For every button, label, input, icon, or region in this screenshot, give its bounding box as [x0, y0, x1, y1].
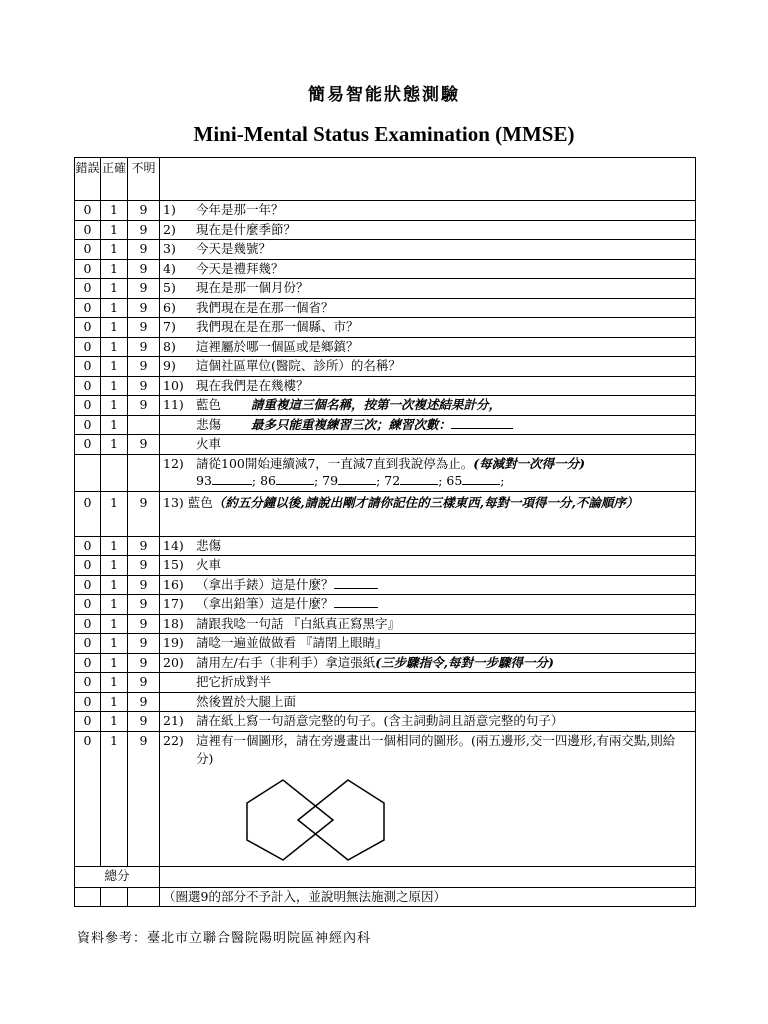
score-wrong[interactable]: 0 [75, 435, 101, 455]
score-correct[interactable]: 1 [101, 491, 128, 536]
practice-count-blank[interactable] [451, 416, 513, 429]
answer-blank[interactable] [334, 595, 378, 608]
score-correct[interactable]: 1 [101, 731, 128, 866]
score-wrong[interactable]: 0 [75, 396, 101, 416]
score-correct[interactable]: 1 [101, 298, 128, 318]
empty-cell [128, 887, 160, 907]
question-text: 然後置於大腿上面 [160, 692, 696, 712]
table-row [75, 435, 696, 455]
instruction-note: 最多只能重複練習三次；練習次數： [251, 416, 452, 432]
score-wrong[interactable]: 0 [75, 595, 101, 615]
total-label: 總分 [75, 866, 160, 887]
table-row [75, 337, 696, 357]
score-wrong[interactable]: 0 [75, 575, 101, 595]
answer-blank[interactable] [212, 472, 252, 485]
table-row [75, 396, 696, 416]
table-row [75, 318, 696, 338]
question-text: 9) 這個社區單位(醫院、診所）的名稱？ [160, 357, 696, 377]
score-empty [75, 454, 101, 491]
header-question [160, 158, 696, 201]
score-correct[interactable]: 1 [101, 337, 128, 357]
score-wrong[interactable]: 0 [75, 491, 101, 536]
answer-blank[interactable] [400, 472, 438, 485]
score-unknown[interactable]: 9 [128, 653, 160, 673]
table-row [75, 259, 696, 279]
score-unknown[interactable]: 9 [128, 731, 160, 866]
table-row [75, 240, 696, 260]
score-correct[interactable]: 1 [101, 634, 128, 654]
score-correct[interactable]: 1 [101, 220, 128, 240]
table-row [75, 415, 696, 435]
table-row [75, 595, 696, 615]
question-text: 20) 請用左/右手（非利手）拿這張紙(三步驟指令,每對一步驟得一分) [160, 653, 696, 673]
score-correct[interactable]: 1 [101, 435, 128, 455]
score-wrong[interactable]: 0 [75, 201, 101, 221]
question-text: 3) 今天是幾號？ [160, 240, 696, 260]
table-row [75, 614, 696, 634]
table-row [75, 712, 696, 732]
score-correct[interactable]: 1 [101, 614, 128, 634]
score-empty [101, 454, 128, 491]
question-text: 17) （拿出鉛筆）這是什麼？ [160, 595, 696, 615]
question-text: 悲傷 最多只能重複練習三次；練習次數： [160, 415, 696, 435]
question-text: 8) 這裡屬於哪一個區或是鄉鎮？ [160, 337, 696, 357]
empty-cell [101, 887, 128, 907]
score-wrong[interactable]: 0 [75, 220, 101, 240]
answer-blank[interactable] [334, 576, 378, 589]
note-row [75, 887, 696, 907]
table-row [75, 201, 696, 221]
score-unknown[interactable]: 9 [128, 595, 160, 615]
intersecting-pentagons-figure [243, 778, 393, 864]
question-text: 11) 藍色 請重複這三個名稱，按第一次複述結果計分， [160, 396, 696, 416]
serial-seven-sequence: 93 ; 86 ; 79 ; 72 ; 65 ; [196, 472, 505, 488]
note-nine: （圈選9的部分不予計入，並說明無法施測之原因） [160, 887, 696, 907]
score-wrong[interactable]: 0 [75, 240, 101, 260]
question-text: 22) 這裡有一個圖形，請在旁邊畫出一個相同的圖形。(兩五邊形,交一四邊形,有兩交點,則給分) [160, 731, 696, 866]
score-wrong[interactable]: 0 [75, 536, 101, 556]
table-row [75, 357, 696, 377]
score-unknown[interactable]: 9 [128, 396, 160, 416]
table-row [75, 692, 696, 712]
score-unknown[interactable]: 9 [128, 692, 160, 712]
score-correct[interactable]: 1 [101, 415, 128, 435]
answer-blank[interactable] [338, 472, 376, 485]
question-text: 19) 請唸一遍並做做看 『請閉上眼睛』 [160, 634, 696, 654]
table-row [75, 279, 696, 299]
question-text: 2) 現在是什麼季節？ [160, 220, 696, 240]
instruction-note: (三步驟指令,每對一步驟得一分) [375, 654, 554, 670]
score-correct[interactable]: 1 [101, 357, 128, 377]
header-unknown: 不明 [128, 158, 160, 201]
score-correct[interactable]: 1 [101, 240, 128, 260]
reference-footer: 資料參考：臺北市立聯合醫院陽明院區神經內科 [77, 931, 372, 946]
score-wrong[interactable]: 0 [75, 634, 101, 654]
table-row [75, 653, 696, 673]
score-correct[interactable]: 1 [101, 318, 128, 338]
score-wrong[interactable]: 0 [75, 614, 101, 634]
score-correct[interactable]: 1 [101, 201, 128, 221]
score-wrong[interactable]: 0 [75, 259, 101, 279]
question-text: 14) 悲傷 [160, 536, 696, 556]
question-text: 15) 火車 [160, 556, 696, 576]
header-wrong: 錯誤 [75, 158, 101, 201]
score-correct[interactable]: 1 [101, 536, 128, 556]
score-unknown[interactable]: 9 [128, 634, 160, 654]
table-row [75, 454, 696, 491]
score-empty [128, 454, 160, 491]
table-row [75, 673, 696, 693]
score-unknown[interactable]: 9 [128, 435, 160, 455]
score-correct[interactable]: 1 [101, 653, 128, 673]
score-unknown[interactable]: 9 [128, 491, 160, 536]
question-text: 21) 請在紙上寫一句語意完整的句子。(含主詞動詞且語意完整的句子） [160, 712, 696, 732]
score-wrong[interactable]: 0 [75, 357, 101, 377]
score-empty [128, 415, 160, 435]
title-chinese: 簡易智能狀態測驗 [308, 85, 460, 105]
header-row [75, 158, 696, 201]
score-unknown[interactable]: 9 [128, 673, 160, 693]
empty-cell [75, 887, 101, 907]
question-text: 18) 請跟我唸一句話 『白紙真正寫黑字』 [160, 614, 696, 634]
score-unknown[interactable]: 9 [128, 240, 160, 260]
score-correct[interactable]: 1 [101, 556, 128, 576]
header-correct: 正確 [101, 158, 128, 201]
score-unknown[interactable]: 9 [128, 357, 160, 377]
score-unknown[interactable]: 9 [128, 201, 160, 221]
total-value[interactable] [160, 866, 696, 887]
table-row [75, 575, 696, 595]
score-unknown[interactable]: 9 [128, 337, 160, 357]
table-row [75, 298, 696, 318]
score-wrong[interactable]: 0 [75, 712, 101, 732]
table-row [75, 731, 696, 866]
score-correct[interactable]: 1 [101, 376, 128, 396]
answer-blank[interactable] [276, 472, 314, 485]
table-row [75, 220, 696, 240]
score-wrong[interactable]: 0 [75, 415, 101, 435]
table-row [75, 491, 696, 536]
score-unknown[interactable]: 9 [128, 298, 160, 318]
question-text: 火車 [160, 435, 696, 455]
table-row [75, 556, 696, 576]
score-wrong[interactable]: 0 [75, 673, 101, 693]
mmse-table [74, 157, 696, 907]
question-text: 把它折成對半 [160, 673, 696, 693]
question-text: 10) 現在我們是在幾樓？ [160, 376, 696, 396]
score-correct[interactable]: 1 [101, 259, 128, 279]
score-unknown[interactable]: 9 [128, 536, 160, 556]
answer-blank[interactable] [462, 472, 500, 485]
score-correct[interactable]: 1 [101, 396, 128, 416]
table-row [75, 376, 696, 396]
score-wrong[interactable]: 0 [75, 337, 101, 357]
score-correct[interactable]: 1 [101, 692, 128, 712]
score-wrong[interactable]: 0 [75, 376, 101, 396]
score-wrong[interactable]: 0 [75, 692, 101, 712]
score-wrong[interactable]: 0 [75, 298, 101, 318]
score-unknown[interactable]: 9 [128, 556, 160, 576]
table-row [75, 634, 696, 654]
score-wrong[interactable]: 0 [75, 653, 101, 673]
score-wrong[interactable]: 0 [75, 279, 101, 299]
question-text: 1) 今年是那一年？ [160, 201, 696, 221]
score-unknown[interactable]: 9 [128, 376, 160, 396]
total-row [75, 866, 696, 887]
score-unknown[interactable]: 9 [128, 712, 160, 732]
score-correct[interactable]: 1 [101, 575, 128, 595]
score-wrong[interactable]: 0 [75, 318, 101, 338]
question-text: 13) 藍色（約五分鐘以後,請說出剛才請你記住的三樣東西,每對一項得一分,不論順序） [160, 491, 696, 536]
question-text: 5) 現在是那一個月份？ [160, 279, 696, 299]
score-unknown[interactable]: 9 [128, 318, 160, 338]
instruction-note: 請重複這三個名稱，按第一次複述結果計分， [251, 397, 502, 412]
table-row [75, 536, 696, 556]
score-correct[interactable]: 1 [101, 279, 128, 299]
score-unknown[interactable]: 9 [128, 259, 160, 279]
score-correct[interactable]: 1 [101, 595, 128, 615]
question-text: 4) 今天是禮拜幾？ [160, 259, 696, 279]
question-text: 12) 請從100開始連續減7，一直減7直到我說停為止。(每減對一次得一分) 93 ; 86 ; 79 ; 72 ; 65 ; [160, 454, 696, 491]
score-unknown[interactable]: 9 [128, 220, 160, 240]
instruction-note: （約五分鐘以後,請說出剛才請你記住的三樣東西,每對一項得一分,不論順序） [212, 494, 639, 510]
score-unknown[interactable]: 9 [128, 279, 160, 299]
score-correct[interactable]: 1 [101, 673, 128, 693]
score-wrong[interactable]: 0 [75, 731, 101, 866]
instruction-note: (每減對一次得一分) [473, 455, 586, 471]
question-text: 7) 我們現在是在那一個縣、市？ [160, 318, 696, 338]
score-correct[interactable]: 1 [101, 712, 128, 732]
question-text: 16) （拿出手錶）這是什麼？ [160, 575, 696, 595]
score-wrong[interactable]: 0 [75, 556, 101, 576]
title-english: Mini-Mental Status Examination (MMSE) [193, 122, 575, 146]
score-unknown[interactable]: 9 [128, 614, 160, 634]
score-unknown[interactable]: 9 [128, 575, 160, 595]
question-text: 6) 我們現在是在那一個省？ [160, 298, 696, 318]
